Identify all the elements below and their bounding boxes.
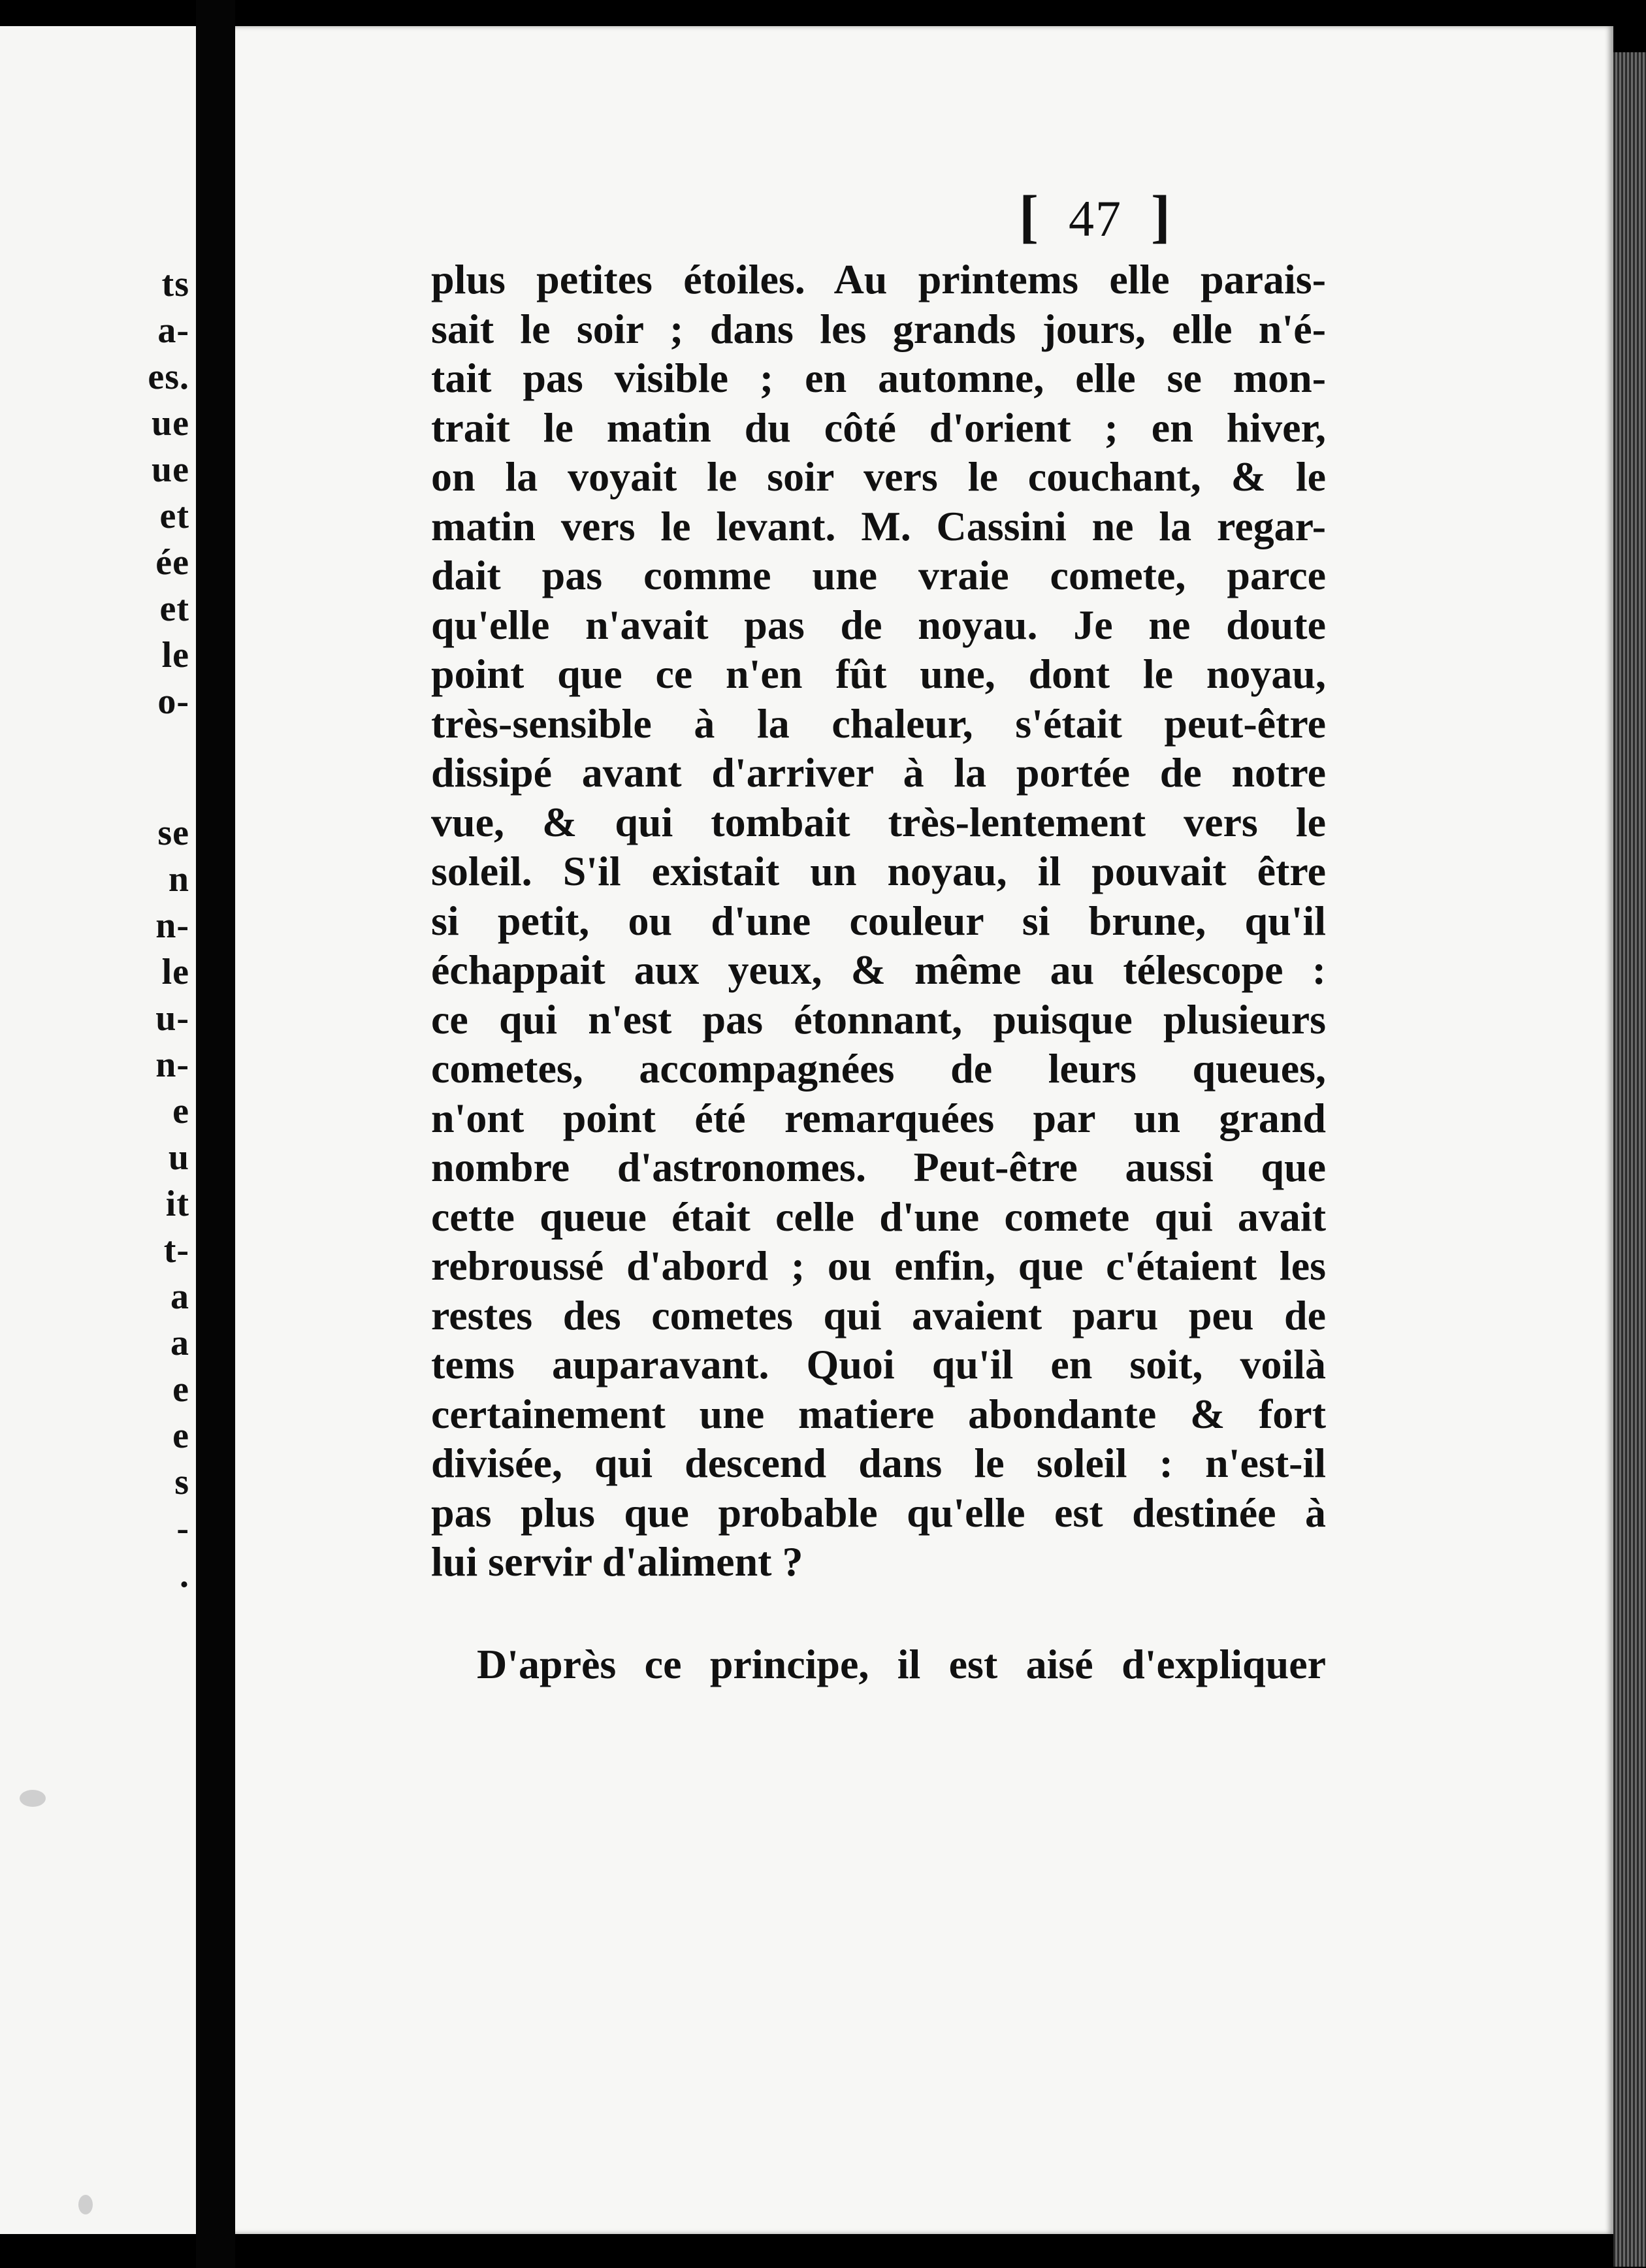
previous-page-fragment: ue — [152, 449, 189, 490]
book-gutter — [196, 0, 235, 2268]
text-line: cometes, accompagnées de leurs queues, — [431, 1045, 1326, 1092]
previous-page-fragment: le — [161, 635, 189, 675]
text-line: plus petites étoiles. Au printems elle parais- — [431, 256, 1326, 302]
previous-page-fragment: t- — [163, 1230, 189, 1271]
text-line: tems auparavant. Quoi qu'il en soit, voilà — [431, 1341, 1326, 1387]
text-line: échappait aux yeux, & même au télescope : — [431, 947, 1326, 993]
previous-page-fragment: a — [170, 1323, 189, 1363]
previous-page-fragment: - — [176, 1508, 189, 1549]
text-line: matin vers le levant. M. Cassini ne la regar- — [431, 502, 1326, 549]
previous-page-fragment: u — [168, 1137, 189, 1178]
previous-page-fragment: a- — [157, 310, 189, 351]
previous-page-fragment: n- — [155, 1045, 189, 1085]
previous-page-fragment: ts — [161, 264, 189, 304]
text-line: n'ont point été remarquées par un grand — [431, 1094, 1326, 1141]
bracket-open: [ — [1019, 184, 1040, 249]
text-line: divisée, qui descend dans le soleil : n'est-il — [431, 1440, 1326, 1486]
text-line: dait pas comme une vraie comete, parce — [431, 552, 1326, 598]
previous-page-fragment: le — [161, 952, 189, 992]
previous-page-fragment: n- — [155, 905, 189, 946]
previous-page-line-endings — [118, 261, 196, 1598]
previous-page-fragment: it — [165, 1184, 189, 1224]
previous-page-fragment: es. — [148, 357, 189, 397]
previous-page-fragment: n — [168, 859, 189, 899]
paragraph-1 — [431, 255, 1326, 1587]
previous-page-fragment: . — [180, 1555, 189, 1595]
text-line: nombre d'astronomes. Peut-être aussi que — [431, 1144, 1326, 1190]
previous-page-fragment: e — [172, 1369, 189, 1410]
previous-page-fragment: e — [172, 1416, 189, 1456]
previous-page-fragment: a — [170, 1276, 189, 1317]
previous-page-fragment: u- — [155, 998, 189, 1039]
text-line: pas plus que probable qu'elle est destinée à — [431, 1489, 1326, 1536]
text-line: ce qui n'est pas étonnant, puisque plusieurs — [431, 996, 1326, 1043]
previous-page-fragment — [118, 725, 196, 810]
text-line: cette queue était celle d'une comete qui avait — [431, 1193, 1326, 1240]
previous-page-fragment: ue — [152, 403, 189, 444]
text-line: qu'elle n'avait pas de noyau. Je ne doute — [431, 601, 1326, 648]
page-stack-edge — [1613, 52, 1646, 2267]
previous-page-fragment: o- — [157, 681, 189, 722]
paper-speck — [20, 1790, 46, 1807]
text-line: certainement une matiere abondante & fort — [431, 1390, 1326, 1437]
page-number-header — [1019, 183, 1215, 250]
previous-page-fragment: se — [157, 813, 189, 853]
text-line: on la voyait le soir vers le couchant, & le — [431, 453, 1326, 500]
text-line: point que ce n'en fût une, dont le noyau, — [431, 651, 1326, 697]
previous-page-fragment: e — [172, 1091, 189, 1131]
previous-page — [0, 26, 198, 2234]
bracket-close: ] — [1150, 184, 1172, 249]
previous-page-fragment: ée — [155, 542, 189, 583]
previous-page-fragment: et — [159, 496, 189, 536]
text-line: rebroussé d'abord ; ou enfin, que c'étaient les — [431, 1242, 1326, 1289]
text-line: tait pas visible ; en automne, elle se mon- — [431, 355, 1326, 401]
page-number: 47 — [1068, 190, 1122, 247]
previous-page-fragment: s — [174, 1462, 189, 1502]
text-line: sait le soir ; dans les grands jours, elle n'é- — [431, 305, 1326, 352]
text-line: vue, & qui tombait très-lentement vers le — [431, 798, 1326, 845]
paper-speck — [78, 2195, 93, 2214]
text-line: lui servir d'aliment ? — [431, 1538, 803, 1585]
text-line: dissipé avant d'arriver à la portée de notre — [431, 749, 1326, 796]
text-line: si petit, ou d'une couleur si brune, qu'il — [431, 897, 1326, 944]
text-line: restes des cometes qui avaient paru peu de — [431, 1291, 1326, 1338]
previous-page-fragment: et — [159, 589, 189, 629]
text-line: soleil. S'il existait un noyau, il pouvait être — [431, 848, 1326, 894]
paragraph-2-first-line: D'après ce principe, il est aisé d'expliquer — [477, 1641, 1326, 1687]
text-line: trait le matin du côté d'orient ; en hiver, — [431, 404, 1326, 451]
text-line: très-sensible à la chaleur, s'était peut-être — [431, 700, 1326, 747]
